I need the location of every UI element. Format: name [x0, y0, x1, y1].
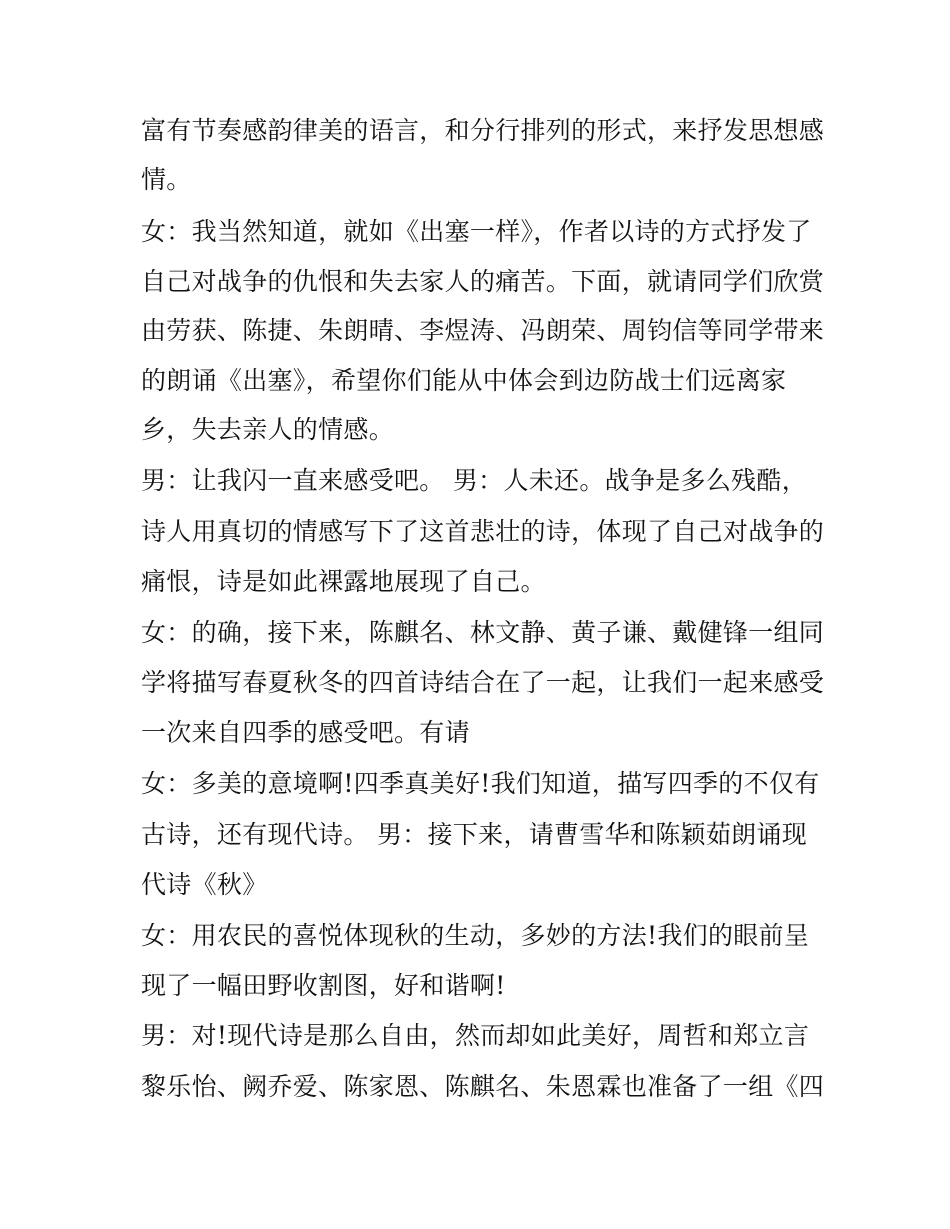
text-line: 女：用农民的喜悦体现秋的生动，多妙的方法!我们的眼前呈	[141, 921, 810, 950]
text-line: 现了一幅田野收割图，好和谐啊!	[141, 971, 506, 1000]
text-line: 富有节奏感韵律美的语言，和分行排列的形式，来抒发思想感	[141, 116, 825, 145]
text-line: 由劳获、陈捷、朱朗晴、李煜涛、冯朗荣、周钧信等同学带来	[141, 316, 825, 345]
text-line: 情。	[141, 165, 192, 194]
text-line: 乡，失去亲人的情感。	[141, 415, 395, 444]
text-line: 自己对战争的仇恨和失去家人的痛苦。下面，就请同学们欣赏	[141, 267, 825, 296]
text-line: 古诗，还有现代诗。 男：接下来，请曹雪华和陈颖茹朗诵现	[141, 820, 808, 849]
text-line: 诗人用真切的情感写下了这首悲壮的诗，体现了自己对战争的	[141, 517, 825, 546]
text-line: 痛恨，诗是如此裸露地展现了自己。	[141, 567, 546, 596]
text-line: 女：多美的意境啊!四季真美好!我们知道，描写四季的不仅有	[141, 769, 820, 798]
text-line: 黎乐怡、阙乔爱、陈家恩、陈麒名、朱恩霖也准备了一组《四	[141, 1072, 825, 1101]
text-line: 的朗诵《出塞》，希望你们能从中体会到边防战士们远离家	[141, 366, 787, 395]
text-line: 代诗《秋》	[141, 870, 268, 899]
text-line: 男：让我闪一直来感受吧。 男：人未还。战争是多么残酷，	[141, 466, 808, 495]
text-line: 男：对!现代诗是那么自由，然而却如此美好，周哲和郑立言	[141, 1021, 810, 1050]
text-line: 一次来自四季的感受吧。有请	[141, 718, 470, 747]
text-line: 女：的确，接下来，陈麒名、林文静、黄子谦、戴健锋一组同	[141, 618, 825, 647]
text-line: 学将描写春夏秋冬的四首诗结合在了一起，让我们一起来感受	[141, 668, 825, 697]
text-line: 女：我当然知道，就如《出塞一样》，作者以诗的方式抒发了	[141, 217, 812, 246]
